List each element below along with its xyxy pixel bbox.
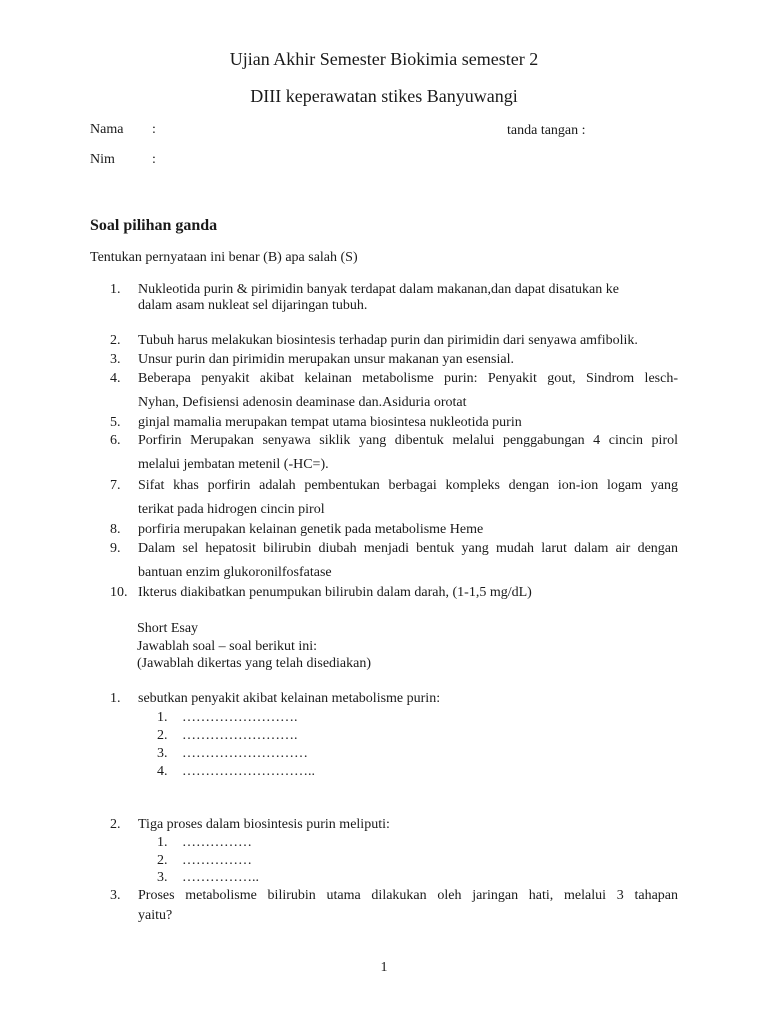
nim-label: Nim [90, 152, 115, 167]
question-text: Tiga proses dalam biosintesis purin meliputi: [138, 817, 390, 832]
answer-number: 2. [157, 853, 168, 868]
question-text: Nukleotida purin & pirimidin banyak terdapat dalam makanan,dan dapat disatukan ke [138, 282, 619, 297]
question-text: sebutkan penyakit akibat kelainan metabolisme purin: [138, 691, 441, 706]
question-text: Ikterus diakibatkan penumpukan bilirubin dalam darah, (1-1,5 mg/dL) [138, 585, 532, 600]
answer-blank: ……………………….. [182, 764, 315, 779]
answer-number: 2. [157, 728, 168, 743]
essay-heading: Short Esay [137, 621, 199, 636]
mc-instruction: Tentukan pernyataan ini benar (B) apa salah (S) [90, 250, 358, 265]
question-number: 1. [110, 691, 121, 706]
question-text-cont: bantuan enzim glukoronilfosfatase [138, 565, 332, 580]
essay-instruction: Jawablah soal – soal berikut ini: [137, 639, 318, 654]
answer-blank: ……………………… [182, 746, 308, 761]
answer-blank: …………….. [182, 870, 259, 885]
answer-blank: …………… [182, 853, 252, 868]
question-text-cont: terikat pada hidrogen cincin pirol [138, 502, 325, 517]
question-text: ginjal mamalia merupakan tempat utama biosintesa nukleotida purin [138, 415, 522, 430]
question-text: Unsur purin dan pirimidin merupakan unsur makanan yan esensial. [138, 352, 514, 367]
nama-label: Nama [90, 122, 124, 137]
answer-blank: ……………………. [182, 728, 298, 743]
nama-colon: : [152, 122, 156, 137]
page-subtitle: DIII keperawatan stikes Banyuwangi [250, 86, 518, 106]
answer-number: 4. [157, 764, 168, 779]
answer-number: 1. [157, 710, 168, 725]
question-number: 10. [110, 585, 128, 600]
question-text-cont: yaitu? [138, 908, 173, 923]
answer-number: 3. [157, 870, 168, 885]
question-number: 9. [110, 541, 121, 556]
page-number: 1 [380, 960, 388, 975]
question-text-cont: melalui jembatan metenil (-HC=). [138, 457, 329, 472]
question-text: Tubuh harus melakukan biosintesis terhadap purin dan pirimidin dari senyawa amfibolik. [138, 333, 638, 348]
nim-colon: : [152, 152, 156, 167]
answer-blank: …………… [182, 835, 252, 850]
question-text-cont: dalam asam nukleat sel dijaringan tubuh. [138, 298, 368, 313]
question-text: Porfirin Merupakan senyawa siklik yang dibentuk melalui penggabungan 4 cincin pirol [138, 433, 678, 448]
question-number: 8. [110, 522, 121, 537]
page-title: Ujian Akhir Semester Biokimia semester 2 [229, 49, 539, 69]
question-number: 4. [110, 371, 121, 386]
question-number: 5. [110, 415, 121, 430]
signature-label: tanda tangan : [507, 123, 586, 138]
answer-number: 1. [157, 835, 168, 850]
question-text: Beberapa penyakit akibat kelainan metabolisme purin: Penyakit gout, Sindrom lesch- [138, 371, 678, 386]
question-text: porfiria merupakan kelainan genetik pada metabolisme Heme [138, 522, 484, 537]
question-number: 1. [110, 282, 121, 297]
question-number: 2. [110, 333, 121, 348]
question-text: Sifat khas porfirin adalah pembentukan berbagai kompleks dengan ion-ion logam yang [138, 478, 678, 493]
question-number: 7. [110, 478, 121, 493]
question-number: 2. [110, 817, 121, 832]
question-text: Proses metabolisme bilirubin utama dilakukan oleh jaringan hati, melalui 3 tahapan [138, 888, 678, 903]
question-number: 3. [110, 352, 121, 367]
essay-note: (Jawablah dikertas yang telah disediakan) [137, 656, 372, 671]
question-number: 3. [110, 888, 121, 903]
question-number: 6. [110, 433, 121, 448]
mc-heading: Soal pilihan ganda [90, 217, 218, 234]
answer-blank: ……………………. [182, 710, 298, 725]
question-text-cont: Nyhan, Defisiensi adenosin deaminase dan.Asiduria orotat [138, 395, 467, 410]
answer-number: 3. [157, 746, 168, 761]
question-text: Dalam sel hepatosit bilirubin diubah menjadi bentuk yang mudah larut dalam air dengan [138, 541, 678, 556]
